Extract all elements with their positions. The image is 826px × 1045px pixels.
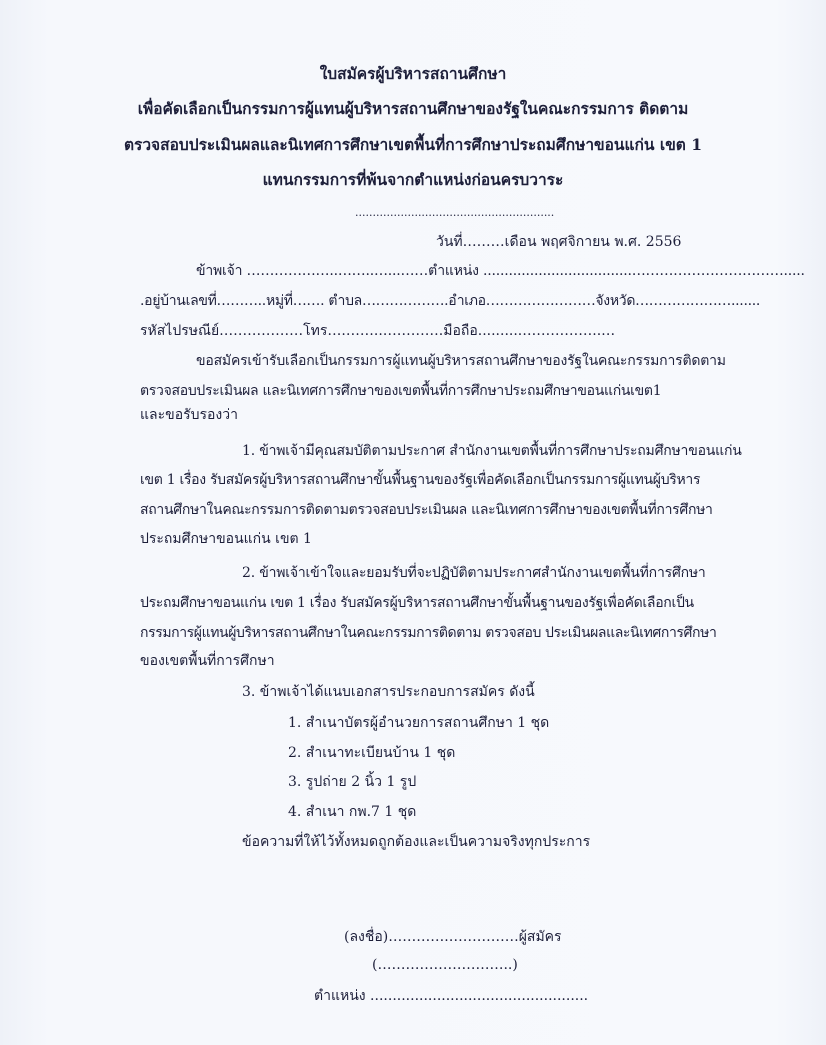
request-line1: ขอสมัครเข้ารับเลือกเป็นกรรมการผู้แทนผู้บริหารสถานศึกษาของรัฐในคณะกรรมการติดตาม [196, 353, 726, 369]
attachment-item: 1. สำเนาบัตรผู้อำนวยการสถานศึกษา 1 ชุด [288, 715, 550, 731]
request-line2: ตรวจสอบประเมินผล และนิเทศการศึกษาของเขตพื้นที่การศึกษาประถมศึกษาขอนแก่นเขต1 [140, 383, 662, 399]
clause2-line3: กรรมการผู้แทนผู้บริหารสถานศึกษาในคณะกรรมการติดตาม ตรวจสอบ ประเมินผลและนิเทศการศึกษา [140, 625, 717, 641]
request-line3: และขอรับรองว่า [140, 407, 238, 423]
clause2-line1: 2. ข้าพเจ้าเข้าใจและยอมรับที่จะปฏิบัติตามประกาศสำนักงานเขตพื้นที่การศึกษา [242, 565, 706, 581]
clause2-line4: ของเขตพื้นที่การศึกษา [140, 653, 275, 669]
form-subtitle-line1: เพื่อคัดเลือกเป็นกรรมการผู้แทนผู้บริหารสถานศึกษาของรัฐในคณะกรรมการ ติดตาม [137, 99, 689, 118]
clause1-line1: 1. ข้าพเจ้ามีคุณสมบัติตามประกาศ สำนักงานเขตพื้นที่การศึกษาประถมศึกษาขอนแก่น [242, 443, 742, 459]
title-rule: ......................................................... [355, 206, 555, 219]
form-subtitle-line3: แทนกรรมการที่พ้นจากตำแหน่งก่อนครบวาระ [262, 170, 564, 189]
clause1-line2: เขต 1 เรื่อง รับสมัครผู้บริหารสถานศึกษาขั้นพื้นฐานของรัฐเพื่อคัดเลือกเป็นกรรมการผู้แทนผู้บริหาร [140, 472, 701, 488]
certify-statement: ข้อความที่ให้ไว้ทั้งหมดถูกต้องและเป็นความจริงทุกประการ [242, 834, 591, 850]
form-subtitle-line2: ตรวจสอบประเมินผลและนิเทศการศึกษาเขตพื้นที่การศึกษาประถมศึกษาขอนแก่น เขต 1 [123, 135, 703, 154]
attachment-item: 2. สำเนาทะเบียนบ้าน 1 ชุด [288, 745, 456, 761]
applicant-address-line: .อยู่บ้านเลขที่………..หมู่ที่……. ตำบล……………….อำเภอ……………………จังหวัด…………………....... [140, 293, 761, 309]
attachment-item: 4. สำเนา กพ.7 1 ชุด [288, 804, 417, 820]
date-line: วันที่………เดือน พฤศจิกายน พ.ศ. 2556 [436, 234, 682, 250]
applicant-name-line: ข้าพเจ้า ………………..……..…...……ตำแหน่ง ...................................……………………………..... [196, 263, 805, 279]
position-line: ตำแหน่ง ................................................. [314, 988, 589, 1004]
applicant-contact-line: รหัสไปรษณีย์………………โทร….……..………….มือถือ..........……………..… [140, 323, 616, 339]
attachment-item: 3. รูปถ่าย 2 นิ้ว 1 รูป [288, 774, 417, 790]
clause3-line1: 3. ข้าพเจ้าได้แนบเอกสารประกอบการสมัคร ดังนี้ [242, 684, 535, 700]
printed-name-line: (………………………..) [372, 957, 518, 973]
signature-line: (ลงชื่อ)………….……………ผู้สมัคร [344, 929, 562, 945]
clause1-line4: ประถมศึกษาขอนแก่น เขต 1 [140, 531, 312, 547]
clause2-line2: ประถมศึกษาขอนแก่น เขต 1 เรื่อง รับสมัครผู้บริหารสถานศึกษาขั้นพื้นฐานของรัฐเพื่อคัดเลือกเป็น [140, 595, 694, 611]
form-title: ใบสมัครผู้บริหารสถานศึกษา [319, 64, 507, 83]
clause1-line3: สถานศึกษาในคณะกรรมการติดตามตรวจสอบประเมินผล และนิเทศการศึกษาของเขตพื้นที่การศึกษา [140, 502, 713, 518]
